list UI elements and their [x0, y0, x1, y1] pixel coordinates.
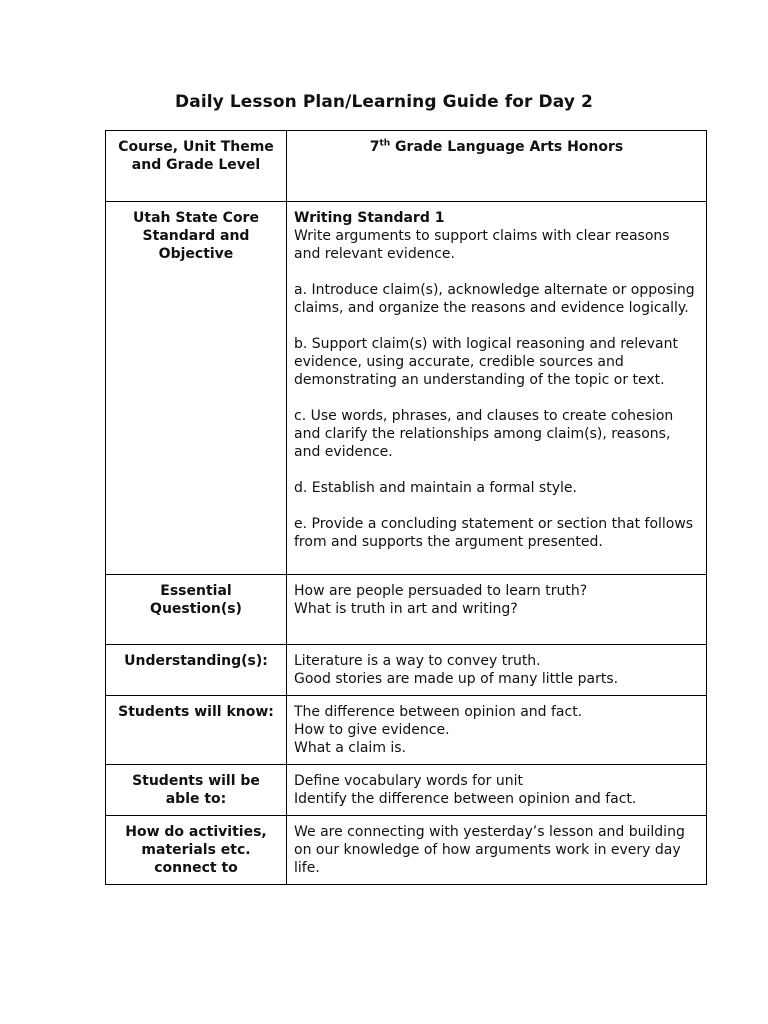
- standard-item: a. Introduce claim(s), acknowledge alternate or opposing claims, and organize the reasons and evidence logically.: [294, 282, 695, 316]
- document-title: Daily Lesson Plan/Learning Guide for Day 2: [175, 92, 593, 112]
- course-label: Course, Unit Theme and Grade Level: [106, 131, 287, 202]
- table-row-essential: [106, 575, 707, 645]
- grade-number: 7: [369, 139, 380, 155]
- standard-intro: Write arguments to support claims with clear reasons and relevant evidence.: [294, 228, 670, 262]
- know-line: How to give evidence.: [294, 722, 450, 738]
- standard-label: Utah State Core Standard and Objective: [106, 202, 287, 575]
- able-line: Identify the difference between opinion and fact.: [294, 791, 637, 807]
- able-label: Students will be able to:: [106, 765, 287, 816]
- understanding-content: [287, 645, 707, 696]
- grade-ordinal: th: [379, 138, 391, 149]
- know-line: What a claim is.: [294, 740, 407, 756]
- table-row-know: [106, 696, 707, 765]
- essential-question: What is truth in art and writing?: [294, 601, 518, 617]
- know-label: Students will know:: [106, 696, 287, 765]
- standard-item: d. Establish and maintain a formal style.: [294, 480, 577, 496]
- table-row-standard: [106, 202, 707, 575]
- lesson-plan-table: [105, 130, 707, 885]
- connect-content: We are connecting with yesterday’s lesson and building on our knowledge of how arguments work in every day life.: [287, 816, 707, 885]
- table-row-able: [106, 765, 707, 816]
- know-line: The difference between opinion and fact.: [294, 704, 583, 720]
- essential-question: How are people persuaded to learn truth?: [294, 583, 588, 599]
- table-row-understanding: [106, 645, 707, 696]
- course-value: [287, 131, 707, 202]
- understanding-label: Understanding(s):: [106, 645, 287, 696]
- know-content: [287, 696, 707, 765]
- standard-item: e. Provide a concluding statement or section that follows from and supports the argument presented.: [294, 516, 694, 550]
- course-name: Grade Language Arts Honors: [390, 139, 624, 155]
- standard-content: [287, 202, 707, 575]
- essential-content: [287, 575, 707, 645]
- table-row-course: [106, 131, 707, 202]
- able-content: [287, 765, 707, 816]
- essential-label: Essential Question(s): [106, 575, 287, 645]
- standard-item: c. Use words, phrases, and clauses to create cohesion and clarify the relationships among claim(s), reasons, and evidence.: [294, 408, 674, 460]
- understanding-line: Good stories are made up of many little parts.: [294, 671, 619, 687]
- able-line: Define vocabulary words for unit: [294, 773, 523, 789]
- connect-label: How do activities, materials etc. connect to: [106, 816, 287, 885]
- standard-heading: Writing Standard 1: [294, 210, 445, 226]
- table-row-connect: [106, 816, 707, 885]
- understanding-line: Literature is a way to convey truth.: [294, 653, 541, 669]
- standard-item: b. Support claim(s) with logical reasoning and relevant evidence, using accurate, credible sources and demonstrating an understanding of the topic or text.: [294, 336, 678, 388]
